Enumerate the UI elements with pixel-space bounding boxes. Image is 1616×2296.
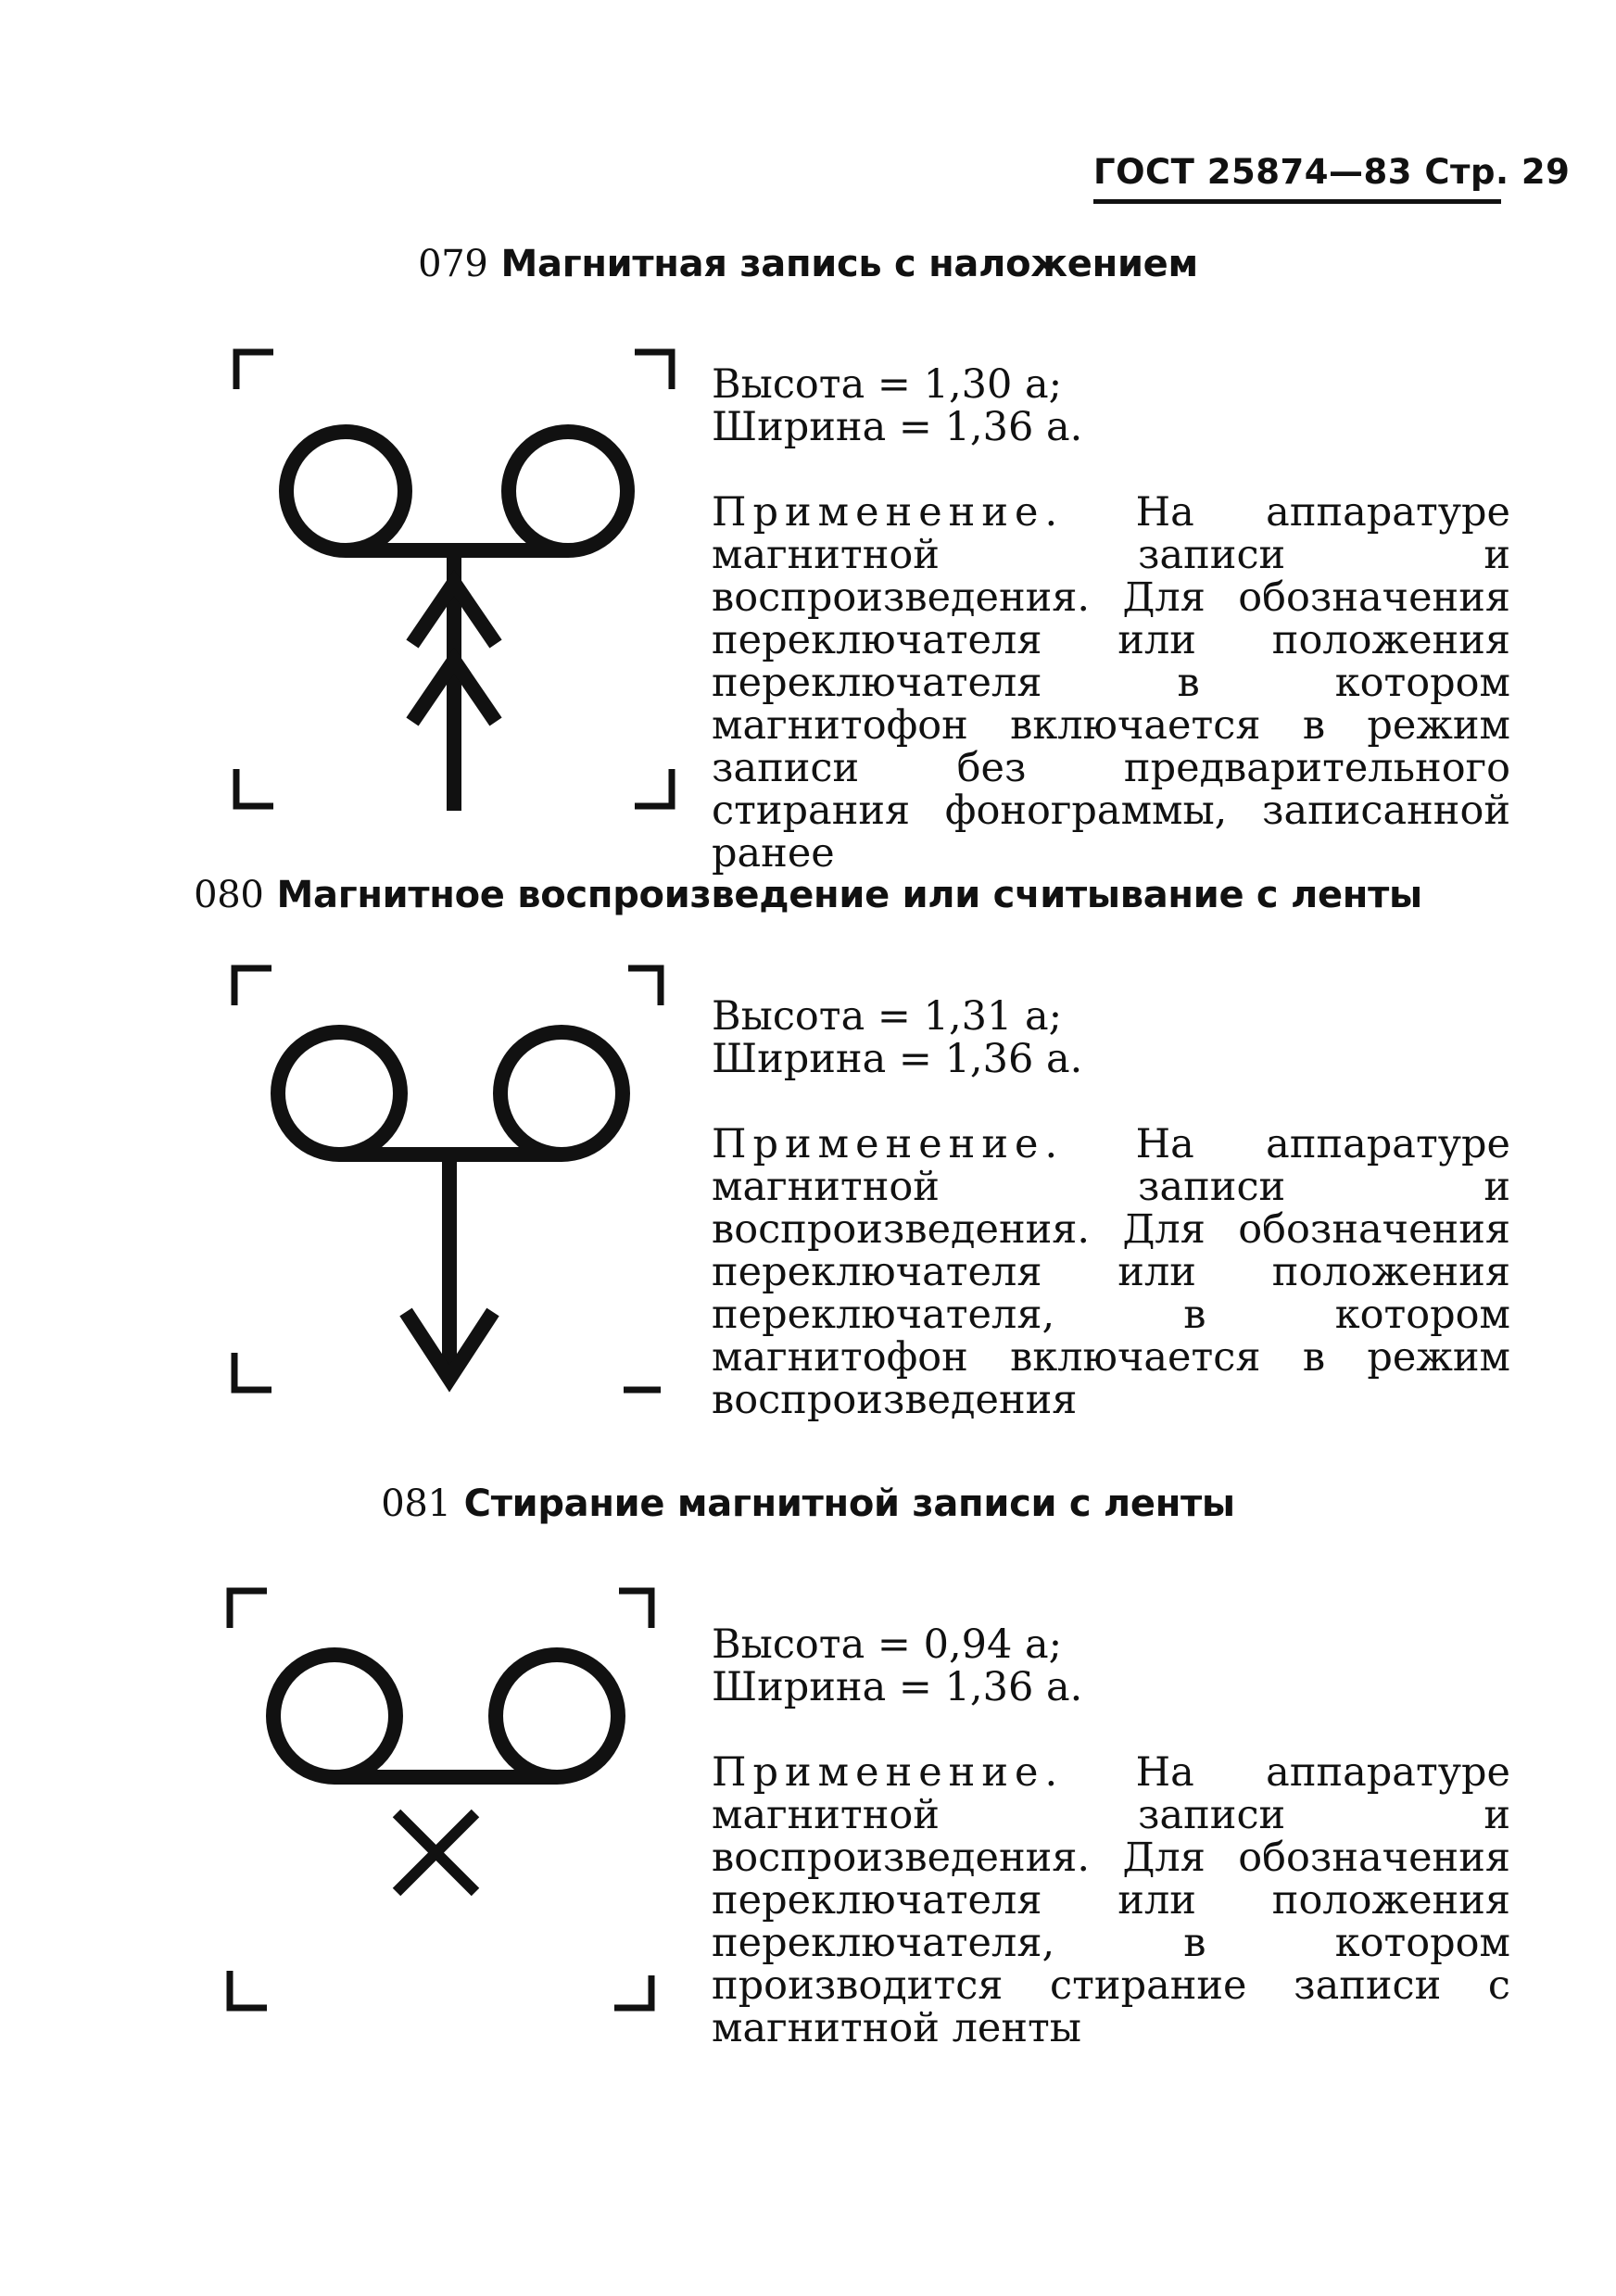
section-number: 079 (418, 243, 488, 285)
height-spec: Высота = 0,94 a; (712, 1621, 1063, 1668)
section-description-081 (712, 1623, 1510, 2050)
section-title-text: Магнитная запись с наложением (500, 243, 1198, 285)
application-body: На аппаратуре магнитной записи и воспроизведения. Для обозначения переключателя или положения переключателя, в котором производится стирание записи с магнитной ленты (712, 1749, 1511, 2051)
width-spec: Ширина = 1,36 a. (712, 1664, 1083, 1710)
magnetic-erase-icon (225, 1586, 661, 2022)
application-label: Применение. (712, 1121, 1065, 1167)
page-header: ГОСТ 25874—83 Стр. 29 (1093, 152, 1501, 204)
section-title-080 (0, 874, 1616, 916)
application-text (712, 1751, 1510, 2050)
section-description-079 (712, 363, 1510, 875)
section-title-079 (0, 243, 1616, 285)
height-spec: Высота = 1,30 a; (712, 361, 1063, 408)
application-label: Применение. (712, 1749, 1065, 1796)
application-label: Применение. (712, 489, 1065, 536)
application-body: На аппаратуре магнитной записи и воспроизведения. Для обозначения переключателя или положения переключателя в котором магнитофон включается в режим записи без предварительного стирания фонограммы, записанной ранее (712, 489, 1511, 877)
application-text (712, 1123, 1510, 1421)
section-title-text: Стирание магнитной записи с ленты (463, 1482, 1235, 1525)
section-number: 081 (381, 1482, 451, 1525)
width-spec: Ширина = 1,36 a. (712, 1036, 1083, 1082)
application-text (712, 491, 1510, 875)
width-spec: Ширина = 1,36 a. (712, 404, 1083, 450)
section-title-text: Магнитное воспроизведение или считывание с ленты (276, 874, 1422, 916)
magnetic-overdub-record-icon (232, 347, 676, 820)
section-number: 080 (194, 874, 264, 916)
height-spec: Высота = 1,31 a; (712, 993, 1063, 1040)
section-description-080 (712, 995, 1510, 1421)
section-title-081 (0, 1482, 1616, 1525)
magnetic-playback-icon (230, 964, 665, 1399)
application-body: На аппаратуре магнитной записи и воспроизведения. Для обозначения переключателя или положения переключателя, в котором магнитофон включается в режим воспроизведения (712, 1121, 1511, 1423)
